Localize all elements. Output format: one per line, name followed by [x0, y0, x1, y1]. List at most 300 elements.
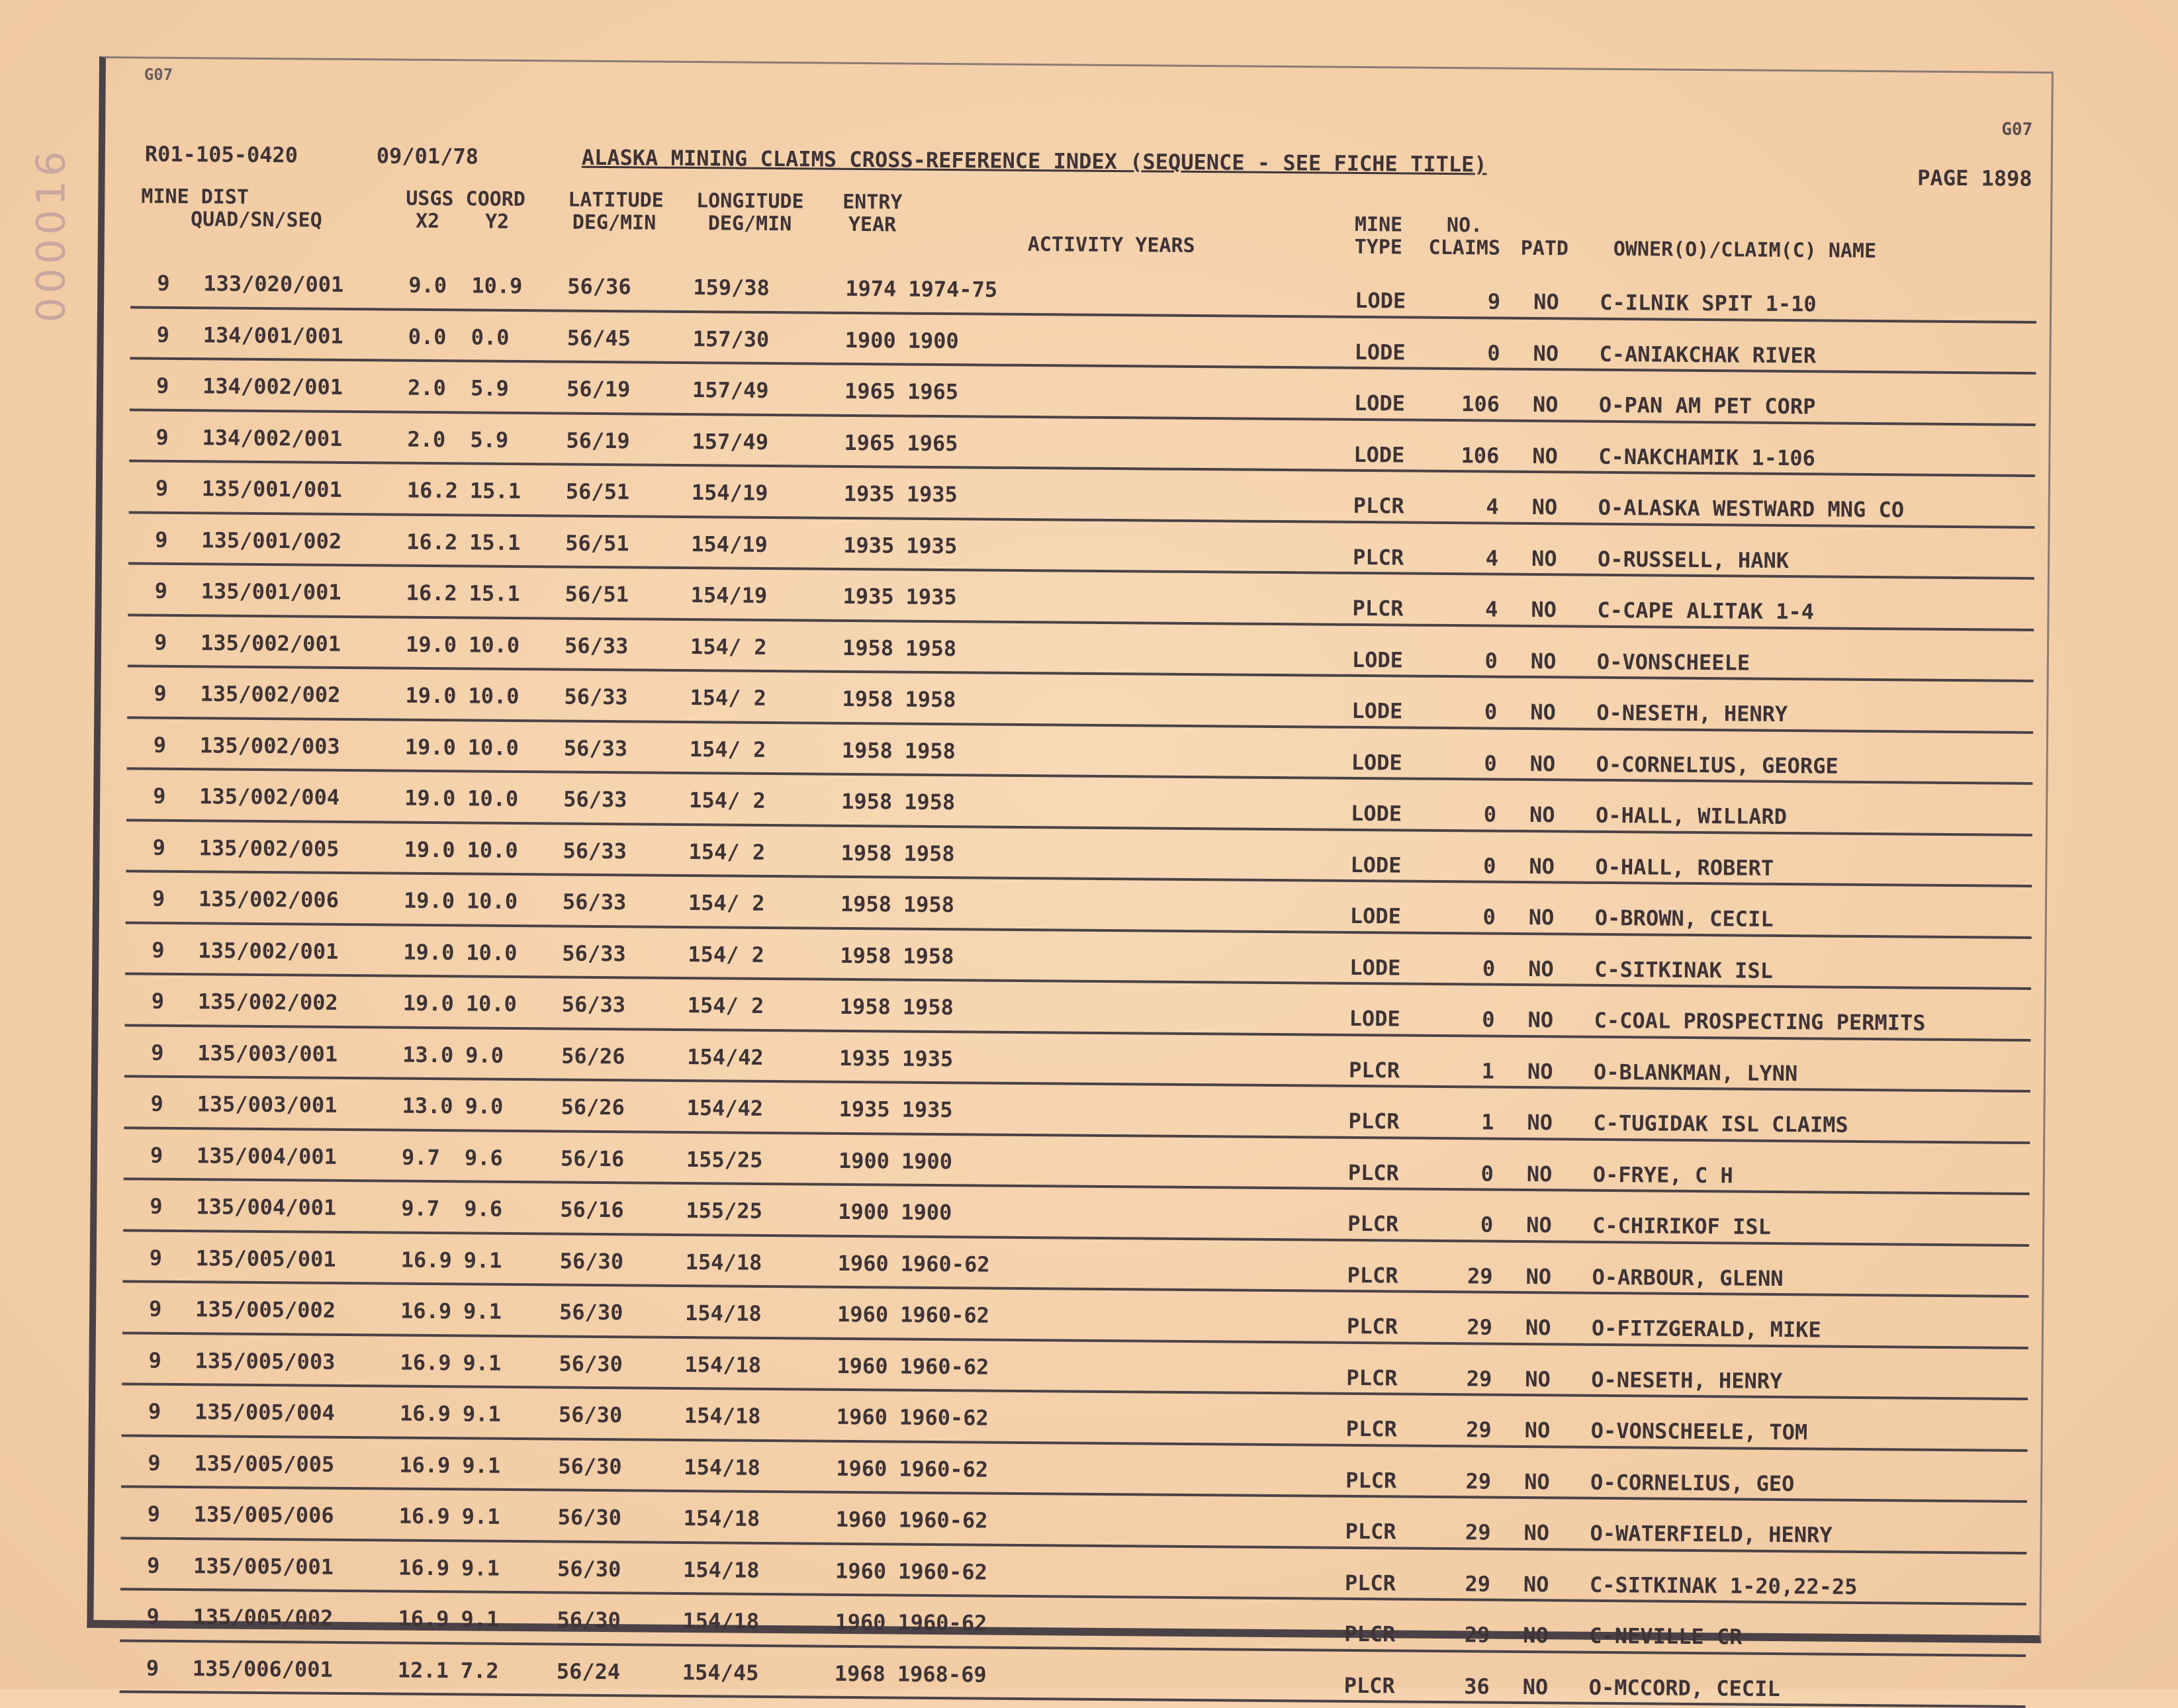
col-header-mine-dist: MINE DIST: [141, 185, 250, 209]
cell-quad-sn-seq: 135/002/006: [198, 886, 340, 913]
cell-usgs-y: 9.1: [463, 1298, 502, 1324]
cell-mine-dist: 9: [149, 1245, 163, 1271]
cell-activity-years: 1958: [903, 840, 955, 866]
cell-claim-count: 29: [1467, 1263, 1493, 1289]
cell-quad-sn-seq: 134/002/001: [202, 373, 343, 400]
cell-usgs-x: 19.0: [404, 734, 457, 760]
cell-mine-type: LODE: [1355, 287, 1406, 314]
cell-usgs-x: 9.0: [408, 272, 447, 298]
cell-owner-claim-name: O-RUSSELL, HANK: [1597, 546, 1790, 573]
cell-owner-claim-name: O-HALL, WILLARD: [1595, 802, 1788, 830]
cell-usgs-y: 9.1: [462, 1452, 501, 1478]
cell-mine-type: PLCR: [1346, 1313, 1398, 1339]
cell-claim-count: 1: [1481, 1057, 1495, 1084]
cell-usgs-x: 2.0: [407, 375, 447, 401]
col-header-no-claims: NO. CLAIMS: [1428, 213, 1501, 260]
cell-activity-years: 1900: [901, 1148, 953, 1174]
cell-usgs-y: 9.6: [464, 1196, 503, 1222]
cell-longitude: 154/18: [685, 1249, 762, 1275]
cell-longitude: 154/ 2: [689, 787, 766, 813]
cell-longitude: 154/19: [691, 480, 768, 506]
cell-entry-year: 1900: [838, 1198, 889, 1225]
cell-latitude: 56/33: [563, 735, 628, 761]
cell-longitude: 154/19: [690, 582, 768, 608]
cell-quad-sn-seq: 135/002/002: [197, 989, 338, 1015]
cell-mine-type: PLCR: [1344, 1570, 1396, 1596]
cell-latitude: 56/33: [562, 940, 626, 966]
cell-claim-count: 4: [1485, 596, 1498, 622]
cell-entry-year: 1960: [837, 1353, 888, 1378]
cell-activity-years: 1965: [907, 430, 958, 456]
cell-latitude: 56/26: [561, 1094, 625, 1120]
cell-owner-claim-name: O-CORNELIUS, GEO: [1590, 1469, 1795, 1496]
cell-patented: NO: [1524, 1468, 1550, 1494]
cell-quad-sn-seq: 135/002/004: [199, 784, 340, 810]
cell-entry-year: 1968: [834, 1660, 886, 1686]
cell-entry-year: 1960: [835, 1558, 887, 1584]
cell-quad-sn-seq: 135/001/002: [201, 527, 342, 554]
cell-owner-claim-name: O-FRYE, C H: [1592, 1161, 1733, 1188]
cell-latitude: 56/30: [559, 1351, 623, 1376]
cell-quad-sn-seq: 135/002/001: [200, 629, 341, 656]
cell-mine-dist: 9: [156, 424, 169, 450]
cell-mine-type: PLCR: [1343, 1672, 1395, 1698]
cell-entry-year: 1960: [837, 1301, 889, 1327]
cell-patented: NO: [1532, 443, 1559, 469]
cell-owner-claim-name: C-ANIAKCHAK RIVER: [1599, 341, 1817, 368]
cell-latitude: 56/16: [560, 1196, 624, 1223]
cell-latitude: 56/33: [563, 838, 627, 864]
cell-entry-year: 1960: [836, 1404, 888, 1430]
cell-claim-count: 4: [1485, 545, 1499, 571]
cell-usgs-x: 16.9: [398, 1503, 450, 1529]
cell-owner-claim-name: C-NAKCHAMIK 1-106: [1598, 443, 1815, 471]
cell-latitude: 56/33: [564, 633, 629, 658]
cell-mine-dist: 9: [152, 937, 165, 963]
cell-claim-count: 0: [1482, 1007, 1495, 1032]
cell-activity-years: 1965: [907, 379, 959, 405]
cell-usgs-x: 19.0: [405, 682, 457, 709]
cell-latitude: 56/51: [565, 530, 629, 556]
cell-usgs-y: 5.9: [470, 375, 510, 401]
cell-latitude: 56/30: [559, 1299, 623, 1326]
cell-patented: NO: [1529, 802, 1555, 828]
cell-usgs-x: 19.0: [402, 990, 454, 1016]
cell-activity-years: 1958: [905, 635, 957, 661]
cell-patented: NO: [1526, 1161, 1553, 1187]
cell-usgs-x: 19.0: [403, 939, 455, 965]
cell-latitude: 56/51: [565, 478, 630, 505]
cell-mine-dist: 9: [150, 1142, 163, 1168]
cell-patented: NO: [1532, 392, 1559, 418]
cell-claim-count: 106: [1461, 442, 1500, 469]
cell-mine-type: PLCR: [1353, 492, 1404, 519]
cell-latitude: 56/16: [560, 1146, 625, 1171]
cell-owner-claim-name: C-ILNIK SPIT 1-10: [1600, 289, 1817, 317]
cell-activity-years: 1958: [904, 789, 956, 815]
cell-mine-dist: 9: [148, 1347, 161, 1373]
cell-usgs-x: 16.9: [400, 1349, 451, 1375]
cell-claim-count: 29: [1465, 1570, 1491, 1597]
cell-quad-sn-seq: 135/002/002: [200, 681, 341, 707]
cell-owner-claim-name: O-VONSCHEELE, TOM: [1590, 1417, 1808, 1445]
cell-quad-sn-seq: 135/004/001: [196, 1142, 338, 1169]
cell-activity-years: 1958: [904, 738, 956, 764]
cell-patented: NO: [1524, 1417, 1551, 1443]
cell-mine-dist: 9: [152, 885, 165, 911]
cell-patented: NO: [1527, 1109, 1553, 1136]
cell-latitude: 56/26: [561, 1043, 625, 1069]
cell-entry-year: 1935: [842, 583, 894, 609]
cell-claim-count: 29: [1465, 1519, 1491, 1545]
cell-claim-count: 0: [1483, 801, 1497, 827]
cell-quad-sn-seq: 135/005/001: [193, 1552, 334, 1580]
cell-usgs-y: 15.1: [469, 529, 521, 555]
cell-usgs-x: 9.7: [401, 1144, 440, 1170]
cell-owner-claim-name: O-ALASKA WESTWARD MNG CO: [1598, 494, 1905, 523]
cell-usgs-y: 9.1: [463, 1349, 502, 1376]
cell-mine-dist: 9: [151, 1040, 164, 1065]
cell-activity-years: 1958: [905, 686, 956, 713]
cell-claim-count: 0: [1480, 1160, 1494, 1187]
cell-usgs-y: 0.0: [471, 324, 510, 350]
cell-claim-count: 4: [1486, 494, 1499, 519]
cell-claim-count: 29: [1467, 1314, 1493, 1340]
cell-longitude: 154/18: [684, 1403, 761, 1429]
cell-quad-sn-seq: 135/004/001: [196, 1194, 337, 1220]
cell-owner-claim-name: O-WATERFIELD, HENRY: [1590, 1520, 1833, 1548]
cell-usgs-y: 10.0: [467, 836, 518, 863]
cell-usgs-x: 9.7: [401, 1195, 440, 1222]
cell-claim-count: 0: [1484, 699, 1498, 725]
cell-activity-years: 1960-62: [900, 1251, 990, 1277]
page-number: PAGE 1898: [1917, 165, 2032, 191]
cell-owner-claim-name: C-NEVILLE CR: [1589, 1623, 1743, 1650]
cell-mine-type: LODE: [1351, 749, 1402, 775]
col-header-mine-type: MINE TYPE: [1354, 212, 1403, 259]
cell-entry-year: 1900: [844, 327, 896, 353]
cell-patented: NO: [1529, 853, 1555, 879]
cell-patented: NO: [1528, 905, 1555, 930]
cell-patented: NO: [1527, 1058, 1553, 1084]
cell-mine-dist: 9: [152, 834, 166, 860]
cell-owner-claim-name: C-SITKINAK 1-20,22-25: [1589, 1572, 1858, 1599]
cell-longitude: 154/18: [684, 1300, 762, 1326]
cell-longitude: 154/18: [683, 1506, 760, 1531]
cell-usgs-y: 9.1: [462, 1401, 501, 1427]
side-stamp-number: 000016: [28, 147, 75, 323]
cell-mine-type: PLCR: [1346, 1365, 1398, 1390]
cell-entry-year: 1958: [840, 840, 892, 866]
cell-longitude: 154/ 2: [688, 890, 765, 916]
cell-usgs-y: 10.0: [468, 631, 520, 658]
cell-mine-dist: 9: [147, 1501, 161, 1527]
cell-longitude: 154/42: [686, 1095, 764, 1121]
cell-entry-year: 1958: [842, 686, 893, 712]
cell-quad-sn-seq: 135/002/001: [198, 937, 339, 964]
col-header-quad: QUAD/SN/SEQ: [190, 208, 322, 232]
cell-longitude: 154/ 2: [689, 736, 766, 762]
cell-mine-dist: 9: [154, 680, 167, 706]
cell-quad-sn-seq: 135/005/005: [194, 1450, 335, 1477]
cell-patented: NO: [1533, 340, 1559, 366]
cell-quad-sn-seq: 135/006/001: [192, 1655, 333, 1682]
cell-usgs-x: 13.0: [402, 1042, 454, 1067]
col-header-patd: PATD: [1520, 236, 1569, 261]
cell-mine-dist: 9: [148, 1296, 162, 1322]
cell-mine-dist: 9: [153, 732, 167, 758]
cell-owner-claim-name: O-NESETH, HENRY: [1591, 1367, 1783, 1394]
cell-entry-year: 1958: [840, 942, 891, 968]
cell-patented: NO: [1530, 699, 1556, 725]
cell-longitude: 154/18: [682, 1556, 760, 1583]
cell-longitude: 154/18: [684, 1351, 762, 1378]
cell-latitude: 56/30: [557, 1556, 621, 1582]
col-header-y: Y2: [484, 210, 510, 234]
cell-owner-claim-name: O-ARBOUR, GLENN: [1592, 1264, 1784, 1291]
cell-patented: NO: [1529, 750, 1556, 776]
cell-entry-year: 1958: [841, 737, 893, 763]
cell-patented: NO: [1527, 1007, 1554, 1033]
cell-quad-sn-seq: 135/003/001: [197, 1091, 338, 1118]
cell-mine-type: PLCR: [1344, 1621, 1396, 1647]
cell-patented: NO: [1531, 597, 1557, 623]
cell-longitude: 154/ 2: [690, 685, 767, 711]
cell-patented: NO: [1531, 494, 1558, 520]
cell-owner-claim-name: C-SITKINAK ISL: [1594, 956, 1774, 983]
cell-mine-type: LODE: [1354, 339, 1406, 365]
cell-mine-type: LODE: [1351, 647, 1404, 672]
cell-mine-type: PLCR: [1348, 1057, 1400, 1083]
cell-patented: NO: [1530, 648, 1557, 674]
cell-usgs-x: 16.9: [399, 1400, 451, 1427]
cell-usgs-x: 19.0: [403, 887, 455, 914]
cell-entry-year: 1935: [839, 1045, 891, 1071]
cell-longitude: 154/19: [691, 531, 768, 557]
cell-owner-claim-name: O-CORNELIUS, GEORGE: [1596, 751, 1838, 779]
col-header-x: X2: [415, 209, 440, 234]
cell-activity-years: 1974-75: [908, 276, 998, 302]
cell-quad-sn-seq: 134/002/001: [202, 424, 343, 451]
cell-mine-dist: 9: [146, 1655, 159, 1681]
cell-usgs-x: 16.9: [400, 1247, 452, 1273]
cell-claim-count: 36: [1464, 1673, 1490, 1699]
system-id: R01-105-0420: [144, 141, 298, 168]
col-header-longitude: LONGITUDE DEG/MIN: [696, 189, 804, 236]
cell-quad-sn-seq: 134/001/001: [203, 322, 343, 349]
cell-quad-sn-seq: 135/005/002: [195, 1296, 336, 1323]
corner-label-top-left: G07: [144, 65, 173, 84]
cell-owner-claim-name: O-NESETH, HENRY: [1596, 699, 1788, 727]
cell-quad-sn-seq: 135/005/004: [194, 1399, 335, 1425]
cell-owner-claim-name: O-VONSCHEELE: [1596, 649, 1750, 676]
cell-activity-years: 1958: [903, 943, 954, 969]
cell-usgs-y: 9.0: [465, 1042, 504, 1068]
cell-quad-sn-seq: 135/005/002: [193, 1604, 334, 1631]
cell-mine-dist: 9: [150, 1193, 163, 1219]
cell-activity-years: 1935: [906, 481, 958, 508]
cell-activity-years: 1960-62: [897, 1609, 987, 1636]
cell-mine-dist: 9: [148, 1450, 161, 1476]
cell-usgs-x: 19.0: [404, 785, 456, 811]
cell-usgs-y: 10.0: [468, 683, 520, 709]
cell-usgs-y: 5.9: [470, 426, 509, 453]
cell-latitude: 56/30: [558, 1453, 622, 1479]
cell-latitude: 56/36: [567, 273, 631, 300]
cell-entry-year: 1974: [845, 275, 897, 302]
cell-quad-sn-seq: 135/003/001: [197, 1040, 338, 1067]
claims-table: [120, 257, 2037, 1708]
cell-usgs-y: 10.9: [471, 273, 523, 299]
cell-mine-type: LODE: [1349, 954, 1401, 980]
cell-mine-type: PLCR: [1345, 1518, 1396, 1545]
cell-usgs-y: 10.0: [467, 786, 519, 812]
cell-claim-count: 0: [1483, 852, 1496, 879]
cell-claim-count: 29: [1466, 1365, 1492, 1392]
cell-mine-dist: 9: [146, 1603, 159, 1629]
cell-mine-type: LODE: [1353, 390, 1406, 416]
col-header-coords: USGS COORD: [406, 187, 526, 212]
cell-claim-count: 29: [1466, 1417, 1492, 1443]
cell-usgs-x: 2.0: [407, 426, 446, 452]
cell-activity-years: 1960-62: [899, 1302, 990, 1328]
cell-usgs-x: 12.1: [397, 1657, 449, 1683]
cell-quad-sn-seq: 133/020/001: [203, 271, 344, 297]
cell-activity-years: 1960-62: [898, 1507, 988, 1533]
cell-usgs-x: 16.9: [398, 1605, 449, 1632]
cell-claim-count: 0: [1487, 339, 1500, 366]
cell-mine-type: PLCR: [1345, 1467, 1397, 1493]
cell-usgs-x: 16.2: [406, 477, 459, 504]
cell-usgs-y: 9.0: [465, 1093, 504, 1119]
cell-patented: NO: [1522, 1674, 1549, 1699]
cell-mine-dist: 9: [153, 783, 166, 809]
cell-usgs-y: 10.0: [467, 734, 520, 760]
cell-mine-type: LODE: [1349, 903, 1402, 929]
cell-patented: NO: [1525, 1263, 1552, 1289]
cell-activity-years: 1958: [902, 994, 954, 1020]
cell-activity-years: 1935: [901, 1097, 953, 1123]
cell-mine-type: PLCR: [1345, 1416, 1397, 1442]
cell-usgs-x: 0.0: [408, 324, 447, 349]
cell-activity-years: 1900: [901, 1199, 952, 1226]
cell-owner-claim-name: C-CHIRIKOF ISL: [1592, 1212, 1772, 1239]
report-date: 09/01/78: [376, 143, 479, 169]
cell-claim-count: 1: [1481, 1109, 1494, 1135]
cell-claim-count: 29: [1464, 1622, 1490, 1648]
cell-mine-dist: 9: [146, 1552, 160, 1578]
cell-entry-year: 1935: [843, 480, 895, 507]
cell-activity-years: 1935: [901, 1046, 954, 1071]
cell-longitude: 157/49: [692, 377, 769, 403]
cell-entry-year: 1965: [844, 429, 895, 455]
cell-activity-years: 1960-62: [897, 1558, 988, 1585]
col-header-latitude: LATITUDE DEG/MIN: [568, 188, 664, 235]
cell-claim-count: 0: [1482, 904, 1496, 930]
cell-entry-year: 1900: [838, 1147, 890, 1173]
cell-activity-years: 1900: [907, 328, 959, 353]
cell-activity-years: 1960-62: [899, 1353, 989, 1380]
cell-activity-years: 1935: [905, 584, 957, 610]
cell-patented: NO: [1523, 1622, 1549, 1648]
cell-usgs-x: 19.0: [405, 631, 457, 657]
cell-longitude: 155/25: [686, 1146, 763, 1173]
cell-longitude: 154/42: [687, 1044, 764, 1070]
cell-mine-dist: 9: [154, 629, 167, 655]
cell-activity-years: 1960-62: [899, 1456, 989, 1482]
cell-mine-dist: 9: [156, 322, 170, 347]
cell-usgs-y: 7.2: [460, 1657, 499, 1684]
cell-claim-count: 106: [1461, 391, 1500, 417]
cell-mine-dist: 9: [154, 578, 168, 604]
cell-claim-count: 0: [1482, 955, 1496, 981]
cell-usgs-y: 9.1: [461, 1554, 500, 1581]
cell-patented: NO: [1526, 1212, 1552, 1238]
cell-mine-type: PLCR: [1347, 1159, 1400, 1185]
cell-usgs-x: 16.9: [400, 1298, 452, 1324]
cell-activity-years: 1968-69: [897, 1661, 987, 1687]
cell-activity-years: 1935: [906, 533, 958, 559]
cell-latitude: 56/19: [566, 427, 630, 453]
cell-quad-sn-seq: 135/001/001: [201, 476, 342, 502]
cell-mine-type: LODE: [1350, 852, 1402, 877]
cell-claim-count: 0: [1480, 1212, 1494, 1237]
cell-owner-claim-name: O-HALL, ROBERT: [1595, 854, 1774, 881]
cell-patented: NO: [1523, 1519, 1550, 1546]
cell-usgs-y: 9.1: [461, 1606, 500, 1632]
cell-latitude: 56/33: [561, 991, 626, 1018]
cell-entry-year: 1958: [841, 788, 893, 815]
report-title: ALASKA MINING CLAIMS CROSS-REFERENCE INDEX (SEQUENCE - SEE FICHE TITLE): [581, 144, 1487, 177]
cell-longitude: 154/18: [684, 1454, 761, 1480]
cell-mine-type: PLCR: [1352, 544, 1404, 570]
cell-longitude: 157/30: [692, 326, 770, 352]
cell-usgs-y: 15.1: [469, 478, 522, 504]
cell-usgs-x: 19.0: [404, 836, 455, 862]
cell-claim-count: 9: [1487, 289, 1501, 314]
cell-quad-sn-seq: 135/002/003: [199, 732, 340, 759]
cell-mine-type: PLCR: [1348, 1108, 1400, 1134]
cell-usgs-x: 16.2: [406, 529, 458, 555]
col-header-activity-years: ACTIVITY YEARS: [1027, 233, 1195, 258]
cell-quad-sn-seq: 135/002/005: [199, 834, 340, 862]
cell-patented: NO: [1525, 1366, 1551, 1392]
cell-mine-dist: 9: [155, 527, 168, 553]
cell-latitude: 56/30: [557, 1607, 621, 1633]
cell-patented: NO: [1525, 1314, 1551, 1341]
cell-patented: NO: [1533, 289, 1559, 315]
cell-owner-claim-name: C-COAL PROSPECTING PERMITS: [1594, 1007, 1926, 1036]
cell-entry-year: 1958: [839, 993, 891, 1020]
cell-mine-dist: 9: [148, 1398, 161, 1424]
cell-entry-year: 1935: [839, 1096, 890, 1122]
cell-usgs-y: 10.0: [466, 888, 518, 915]
cell-latitude: 56/33: [564, 684, 628, 710]
cell-mine-dist: 9: [156, 373, 169, 398]
cell-mine-dist: 9: [155, 475, 169, 501]
cell-usgs-x: 16.9: [399, 1452, 451, 1478]
corner-label-top-right: G07: [2001, 119, 2033, 140]
cell-longitude: 157/49: [692, 428, 769, 455]
cell-patented: NO: [1528, 956, 1554, 981]
cell-quad-sn-seq: 135/005/001: [195, 1245, 336, 1272]
cell-quad-sn-seq: 135/005/003: [195, 1347, 336, 1374]
cell-latitude: 56/19: [566, 376, 631, 402]
cell-longitude: 154/ 2: [688, 941, 765, 967]
cell-latitude: 56/30: [558, 1402, 623, 1428]
cell-owner-claim-name: C-CAPE ALITAK 1-4: [1597, 597, 1815, 625]
cell-latitude: 56/45: [567, 325, 631, 351]
